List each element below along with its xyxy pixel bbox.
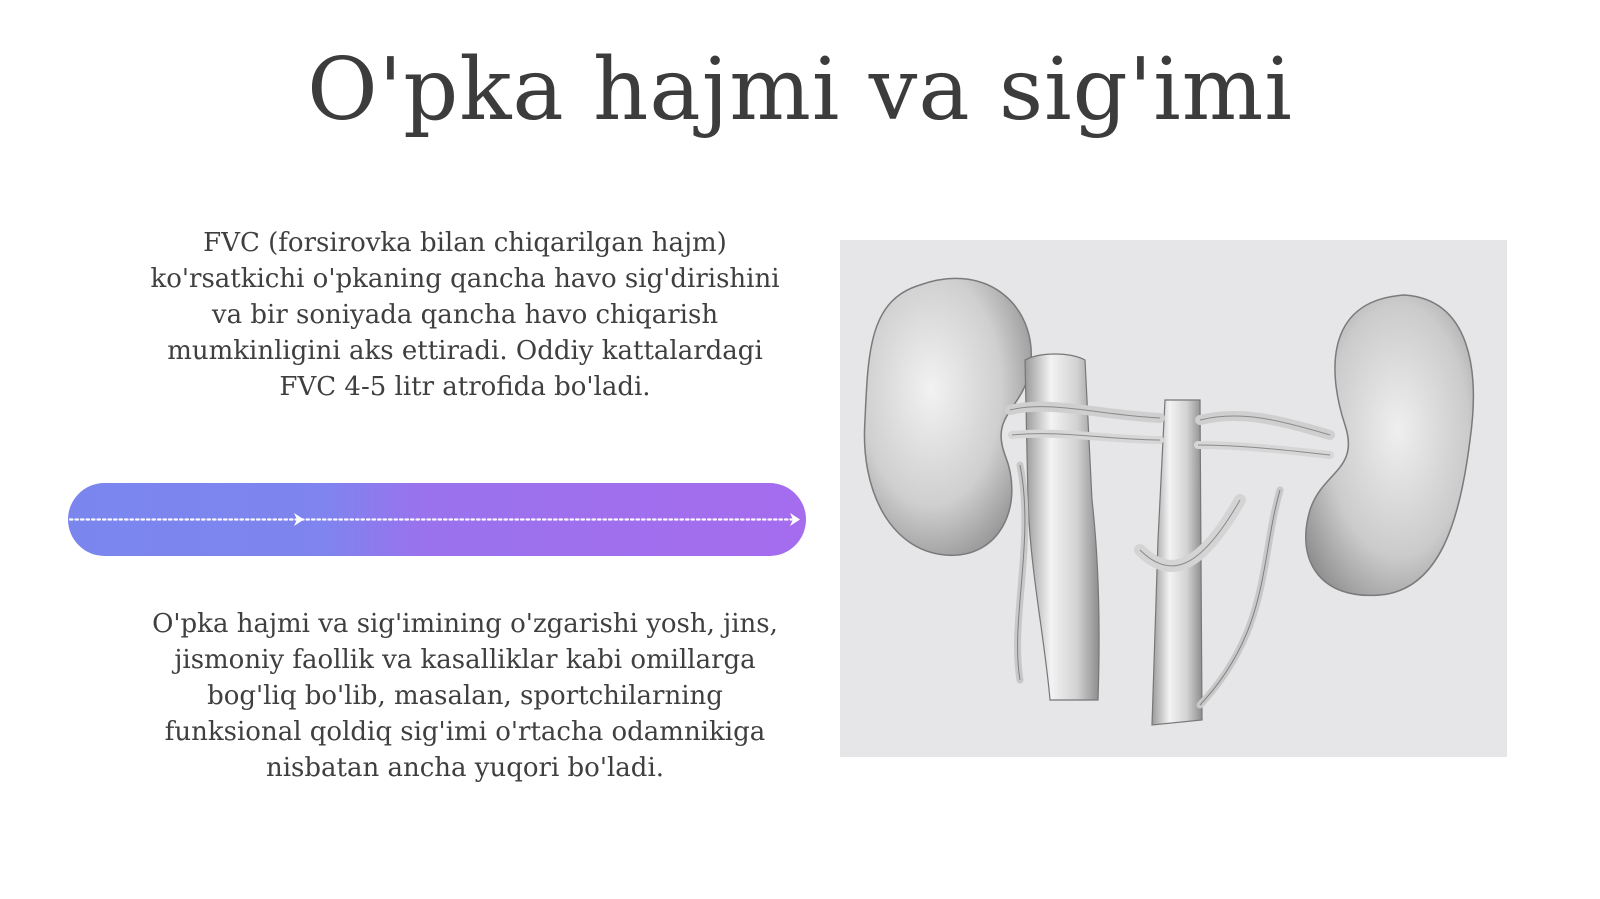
paragraph-fvc: FVC (forsirovka bilan chiqarilgan hajm) ko'rsatkichi o'pkaning qancha havo sig'dirishini va bir soniyada qancha havo chiqarish mumkinligini aks ettiradi. Oddiy kattalardagi FVC 4-5 litr atrofida bo'ladi. xyxy=(150,228,780,402)
right-ureter xyxy=(1200,490,1280,705)
paragraph-factors: O'pka hajmi va sig'imining o'zgarishi yosh, jins, jismoniy faollik va kasalliklar kabi omillarga bog'liq bo'lib, masalan, sportchilarning funksional qoldiq sig'imi o'rtacha odamnikiga nisbatan ancha yuqori bo'ladi. xyxy=(152,609,778,783)
left-kidney xyxy=(864,278,1031,555)
anatomy-illustration xyxy=(840,240,1507,757)
timeline-arrows xyxy=(68,483,806,556)
slide-title: O'pka hajmi va sig'imi xyxy=(307,40,1293,140)
right-kidney xyxy=(1306,295,1474,595)
timeline-bar xyxy=(68,483,806,556)
